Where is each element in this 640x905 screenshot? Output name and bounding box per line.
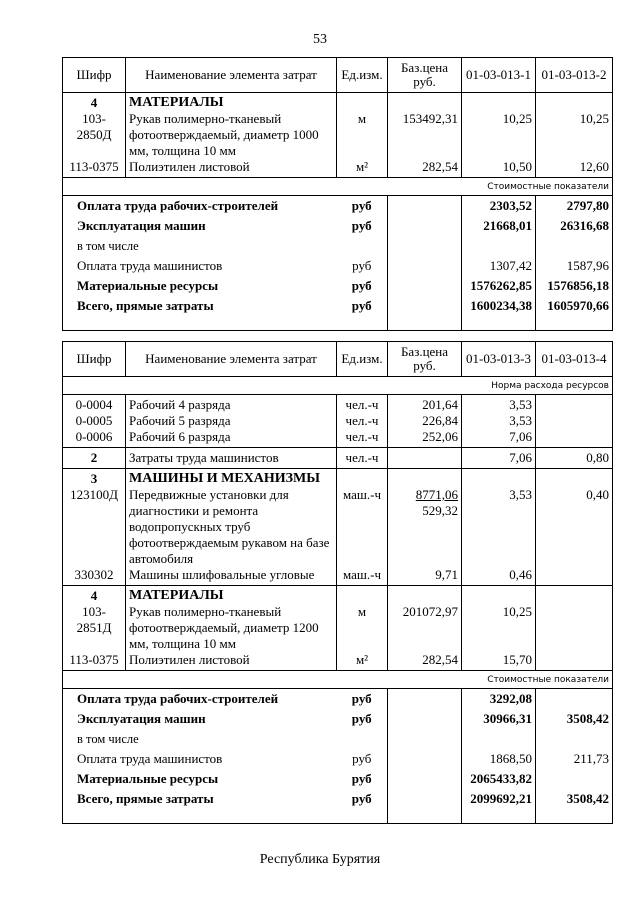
summary-row <box>63 689 613 710</box>
cost-band-row <box>63 178 613 196</box>
summary-value-2: 1576856,18 <box>536 276 613 296</box>
summary-label: Оплата труда машинистов <box>63 256 337 276</box>
summary-unit: руб <box>337 296 388 316</box>
table-row <box>63 159 613 178</box>
row-base-price <box>388 567 462 586</box>
summary-row <box>63 769 613 789</box>
summary-label: в том числе <box>63 729 337 749</box>
row-name: МАТЕРИАЛЫ <box>126 586 337 605</box>
row-value-1: 3,53 <box>462 413 536 429</box>
column-header: 01-03-013-4 <box>536 342 613 377</box>
summary-base-price <box>388 729 462 749</box>
summary-label: Материальные ресурсы <box>63 769 337 789</box>
summary-unit <box>337 236 388 256</box>
summary-base-price <box>388 789 462 809</box>
row-base-price <box>388 395 462 414</box>
summary-row <box>63 236 613 256</box>
summary-unit: руб <box>337 709 388 729</box>
summary-value-1: 1307,42 <box>462 256 536 276</box>
summary-row <box>63 216 613 236</box>
summary-unit: руб <box>337 216 388 236</box>
row-name: Рабочий 4 разряда <box>126 395 337 414</box>
section-row <box>63 469 613 488</box>
spacer-row <box>63 316 613 331</box>
summary-value-2: 26316,68 <box>536 216 613 236</box>
row-name: Полиэтилен листовой <box>126 159 337 178</box>
row-code: 113-0375 <box>63 159 126 178</box>
row-base-price <box>388 159 462 178</box>
row-code: 0-0004 <box>63 395 126 414</box>
column-header: Шифр <box>63 58 126 93</box>
spacer <box>462 316 536 331</box>
row-unit: м² <box>337 159 388 178</box>
cost-band-label: Стоимостные показатели <box>63 178 613 196</box>
row-base-price <box>388 604 462 652</box>
summary-value-1: 2065433,82 <box>462 769 536 789</box>
summary-unit: руб <box>337 769 388 789</box>
spacer <box>63 809 388 824</box>
row-unit <box>337 469 388 488</box>
row-code: 103-2851Д <box>63 604 126 652</box>
row-value-1 <box>462 469 536 488</box>
row-name: Затраты труда машинистов <box>126 448 337 469</box>
spacer <box>536 809 613 824</box>
row-value-2: 0,80 <box>536 448 613 469</box>
header-row <box>63 58 613 93</box>
column-header: Шифр <box>63 342 126 377</box>
base-price-value: 153492,31 <box>402 111 458 126</box>
header-row <box>63 342 613 377</box>
summary-base-price <box>388 276 462 296</box>
table-row <box>63 429 613 448</box>
summary-value-1 <box>462 236 536 256</box>
row-value-2 <box>536 604 613 652</box>
row-value-1 <box>462 586 536 605</box>
summary-row <box>63 789 613 809</box>
row-value-2 <box>536 586 613 605</box>
base-price-value: 8771,06 <box>415 487 458 502</box>
summary-row <box>63 296 613 316</box>
row-name: Передвижные установки для диагностики и ремонта водопропускных труб фотоотверждаемым рукавом на базе автомобиля <box>126 487 337 567</box>
column-header: Баз.цена руб. <box>388 342 462 377</box>
summary-value-1: 3292,08 <box>462 689 536 710</box>
row-name: МАШИНЫ И МЕХАНИЗМЫ <box>126 469 337 488</box>
summary-value-1: 1868,50 <box>462 749 536 769</box>
row-value-2 <box>536 652 613 671</box>
summary-base-price <box>388 256 462 276</box>
summary-unit: руб <box>337 196 388 217</box>
table-row <box>63 395 613 414</box>
row-value-1: 3,53 <box>462 395 536 414</box>
column-header: Ед.изм. <box>337 58 388 93</box>
summary-unit: руб <box>337 276 388 296</box>
column-header: 01-03-013-3 <box>462 342 536 377</box>
summary-value-2 <box>536 236 613 256</box>
base-price-value: 282,54 <box>422 652 458 667</box>
row-base-price <box>388 413 462 429</box>
summary-unit: руб <box>337 689 388 710</box>
row-unit: чел.-ч <box>337 448 388 469</box>
row-code: 123100Д <box>63 487 126 567</box>
summary-row <box>63 276 613 296</box>
summary-base-price <box>388 749 462 769</box>
summary-label: Оплата труда машинистов <box>63 749 337 769</box>
row-unit: маш.-ч <box>337 487 388 567</box>
base-price-value: 201,64 <box>422 397 458 412</box>
row-value-1: 10,25 <box>462 111 536 159</box>
row-base-price <box>388 111 462 159</box>
row-value-2: 12,60 <box>536 159 613 178</box>
summary-value-1: 2303,52 <box>462 196 536 217</box>
section-row <box>63 93 613 112</box>
row-code: 113-0375 <box>63 652 126 671</box>
row-value-1: 10,25 <box>462 604 536 652</box>
summary-label: Оплата труда рабочих-строителей <box>63 196 337 217</box>
row-code: 4 <box>63 586 126 605</box>
summary-row <box>63 256 613 276</box>
row-unit: м <box>337 604 388 652</box>
row-value-1: 10,50 <box>462 159 536 178</box>
spacer-row <box>63 809 613 824</box>
row-code: 0-0006 <box>63 429 126 448</box>
summary-value-1: 30966,31 <box>462 709 536 729</box>
summary-label: Материальные ресурсы <box>63 276 337 296</box>
summary-value-2: 3508,42 <box>536 709 613 729</box>
summary-unit <box>337 729 388 749</box>
summary-base-price <box>388 709 462 729</box>
row-base-price <box>388 487 462 567</box>
summary-unit: руб <box>337 789 388 809</box>
spacer <box>536 316 613 331</box>
row-unit: чел.-ч <box>337 395 388 414</box>
spacer <box>462 809 536 824</box>
row-name: Рабочий 6 разряда <box>126 429 337 448</box>
summary-value-1: 1600234,38 <box>462 296 536 316</box>
summary-base-price <box>388 689 462 710</box>
row-code: 0-0005 <box>63 413 126 429</box>
spacer <box>63 316 388 331</box>
row-code: 330302 <box>63 567 126 586</box>
spacer <box>388 809 462 824</box>
table-row <box>63 448 613 469</box>
summary-label: Эксплуатация машин <box>63 216 337 236</box>
row-code: 103-2850Д <box>63 111 126 159</box>
summary-label: Всего, прямые затраты <box>63 789 337 809</box>
summary-base-price <box>388 216 462 236</box>
summary-unit: руб <box>337 749 388 769</box>
row-code: 3 <box>63 469 126 488</box>
summary-value-2: 1587,96 <box>536 256 613 276</box>
column-header: Ед.изм. <box>337 342 388 377</box>
row-unit: чел.-ч <box>337 429 388 448</box>
row-value-2: 10,25 <box>536 111 613 159</box>
row-value-1: 7,06 <box>462 429 536 448</box>
summary-value-2 <box>536 689 613 710</box>
row-unit: м <box>337 111 388 159</box>
row-unit <box>337 586 388 605</box>
row-code: 2 <box>63 448 126 469</box>
summary-value-2: 211,73 <box>536 749 613 769</box>
summary-value-2: 3508,42 <box>536 789 613 809</box>
summary-row <box>63 196 613 217</box>
summary-base-price <box>388 236 462 256</box>
row-name: Машины шлифовальные угловые <box>126 567 337 586</box>
row-value-2 <box>536 413 613 429</box>
row-base-price <box>388 93 462 112</box>
table-row <box>63 111 613 159</box>
row-code: 4 <box>63 93 126 112</box>
summary-value-1: 2099692,21 <box>462 789 536 809</box>
table-row <box>63 413 613 429</box>
row-unit: чел.-ч <box>337 413 388 429</box>
column-header: 01-03-013-2 <box>536 58 613 93</box>
summary-value-1 <box>462 729 536 749</box>
summary-base-price <box>388 296 462 316</box>
row-value-1 <box>462 93 536 112</box>
cost-band-row <box>63 671 613 689</box>
base-price-value: 226,84 <box>422 413 458 428</box>
spacer <box>388 316 462 331</box>
row-unit: м² <box>337 652 388 671</box>
column-header: 01-03-013-1 <box>462 58 536 93</box>
summary-value-2 <box>536 769 613 789</box>
row-base-price <box>388 469 462 488</box>
summary-unit: руб <box>337 256 388 276</box>
row-value-1: 3,53 <box>462 487 536 567</box>
row-unit <box>337 93 388 112</box>
norm-band-row <box>63 377 613 395</box>
summary-value-1: 21668,01 <box>462 216 536 236</box>
summary-row <box>63 749 613 769</box>
row-unit: маш.-ч <box>337 567 388 586</box>
page-number: 53 <box>313 32 327 47</box>
section-row <box>63 586 613 605</box>
row-name: Рукав полимерно-тканевый фотоотверждаемый, диаметр 1000 мм, толщина 10 мм <box>126 111 337 159</box>
summary-label: Оплата труда рабочих-строителей <box>63 689 337 710</box>
column-header: Наименование элемента затрат <box>126 342 337 377</box>
summary-row <box>63 729 613 749</box>
summary-value-2: 1605970,66 <box>536 296 613 316</box>
row-base-price <box>388 448 462 469</box>
cost-table-1 <box>62 57 613 331</box>
column-header: Баз.цена руб. <box>388 58 462 93</box>
row-value-2 <box>536 469 613 488</box>
base-price-value: 282,54 <box>422 159 458 174</box>
base-price-secondary: 529,32 <box>422 503 458 518</box>
base-price-value: 252,06 <box>422 429 458 444</box>
row-value-2 <box>536 93 613 112</box>
table-row <box>63 487 613 567</box>
summary-label: Эксплуатация машин <box>63 709 337 729</box>
summary-base-price <box>388 196 462 217</box>
summary-value-1: 1576262,85 <box>462 276 536 296</box>
row-base-price <box>388 652 462 671</box>
row-name: Рукав полимерно-тканевый фотоотверждаемый, диаметр 1200 мм, толщина 10 мм <box>126 604 337 652</box>
base-price-value: 201072,97 <box>402 604 458 619</box>
table-row <box>63 652 613 671</box>
table-row <box>63 567 613 586</box>
row-value-2: 0,40 <box>536 487 613 567</box>
page-footer: Республика Бурятия <box>259 852 381 867</box>
base-price-value: 9,71 <box>435 567 458 582</box>
row-value-2 <box>536 567 613 586</box>
summary-row <box>63 709 613 729</box>
row-value-2 <box>536 395 613 414</box>
row-name: МАТЕРИАЛЫ <box>126 93 337 112</box>
summary-label: Всего, прямые затраты <box>63 296 337 316</box>
row-base-price <box>388 429 462 448</box>
norm-band-label: Норма расхода ресурсов <box>63 377 613 395</box>
row-value-1: 15,70 <box>462 652 536 671</box>
summary-value-2: 2797,80 <box>536 196 613 217</box>
summary-value-2 <box>536 729 613 749</box>
row-value-1: 7,06 <box>462 448 536 469</box>
cost-table-2 <box>62 341 613 824</box>
row-name: Полиэтилен листовой <box>126 652 337 671</box>
row-name: Рабочий 5 разряда <box>126 413 337 429</box>
row-value-1: 0,46 <box>462 567 536 586</box>
summary-base-price <box>388 769 462 789</box>
cost-band-label: Стоимостные показатели <box>63 671 613 689</box>
summary-label: в том числе <box>63 236 337 256</box>
table-row <box>63 604 613 652</box>
row-base-price <box>388 586 462 605</box>
column-header: Наименование элемента затрат <box>126 58 337 93</box>
row-value-2 <box>536 429 613 448</box>
